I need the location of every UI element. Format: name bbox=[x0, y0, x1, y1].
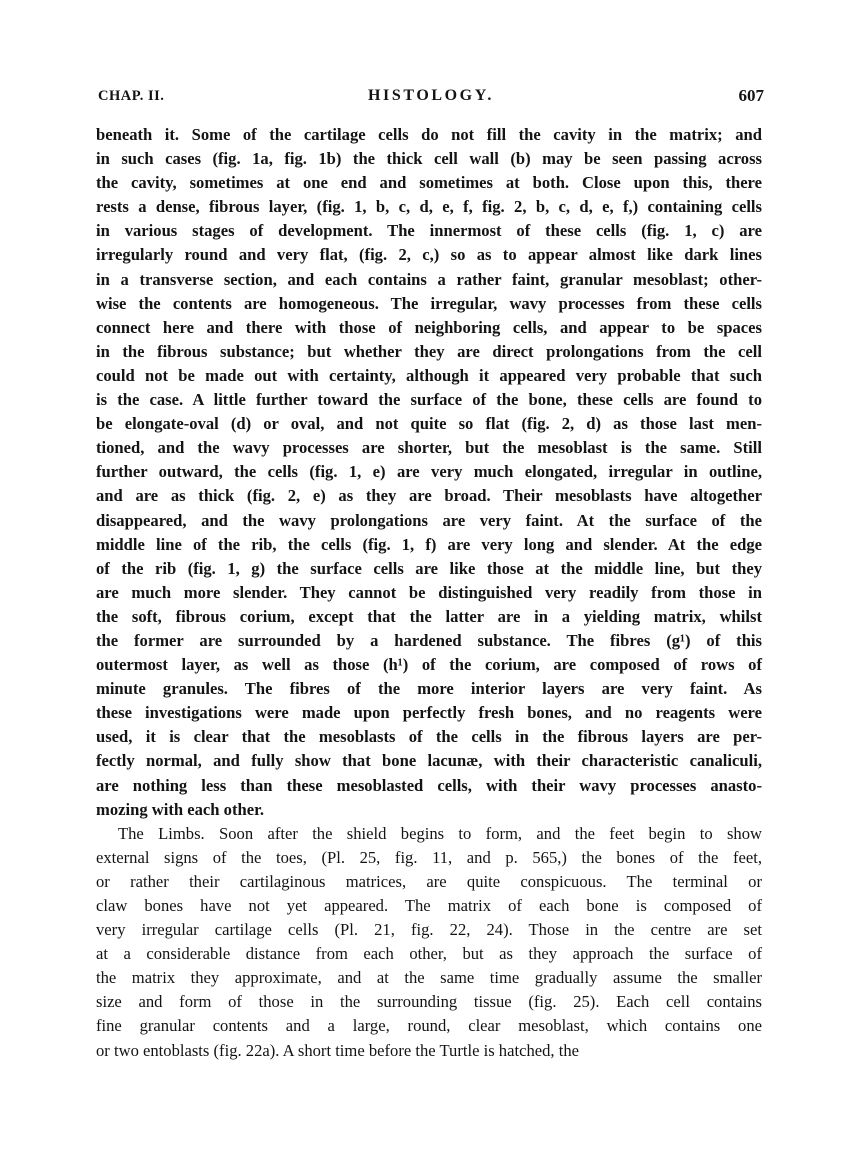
text-line: in such cases (fig. 1a, fig. 1b) the thick cell wall (b) may be seen passing across bbox=[96, 149, 762, 169]
text-line: of the rib (fig. 1, g) the surface cells are like those at the middle line, but they bbox=[96, 558, 762, 578]
text-line: the former are surrounded by a hardened substance. The fibres (g¹) of this bbox=[96, 630, 762, 650]
text-line: beneath it. Some of the cartilage cells do not fill the cavity in the matrix; and bbox=[96, 125, 762, 144]
text-line: or two entoblasts (fig. 22a). A short time before the Turtle is hatched, the bbox=[96, 1040, 579, 1060]
text-line: could not be made out with certainty, although it appeared very probable that such bbox=[96, 365, 762, 385]
running-head bbox=[98, 84, 764, 108]
text-line: tioned, and the wavy processes are shorter, but the mesoblast is the same. Still bbox=[96, 438, 762, 458]
paragraph-cartilage-cells bbox=[96, 123, 762, 822]
text-line: the cavity, sometimes at one end and sometimes at both. Close upon this, there bbox=[96, 173, 762, 193]
text-line: middle line of the rib, the cells (fig. 1, f) are very long and slender. At the edge bbox=[96, 534, 762, 554]
text-line: very irregular cartilage cells (Pl. 21, fig. 22, 24). Those in the centre are set bbox=[96, 920, 762, 940]
text-line: size and form of those in the surrounding tissue (fig. 25). Each cell contains bbox=[96, 992, 762, 1012]
text-line: claw bones have not yet appeared. The matrix of each bone is composed of bbox=[96, 896, 762, 915]
body-text bbox=[96, 123, 762, 1063]
text-line: connect here and there with those of neighboring cells, and appear to be spaces bbox=[96, 317, 762, 337]
text-line: the matrix they approximate, and at the same time gradually assume the smaller bbox=[96, 968, 762, 988]
text-line: be elongate-oval (d) or oval, and not quite so flat (fig. 2, d) as those last men- bbox=[96, 414, 762, 434]
text-line: are nothing less than these mesoblasted cells, with their wavy processes anasto- bbox=[96, 775, 762, 795]
text-line: at a considerable distance from each other, but as they approach the surface of bbox=[96, 944, 762, 964]
text-line: the soft, fibrous corium, except that the latter are in a yielding matrix, whilst bbox=[96, 606, 762, 626]
text-line: is the case. A little further toward the surface of the bone, these cells are found to bbox=[96, 390, 762, 410]
text-line: wise the contents are homogeneous. The irregular, wavy processes from these cells bbox=[96, 293, 762, 313]
text-line: fine granular contents and a large, round, clear mesoblast, which contains one bbox=[96, 1016, 762, 1036]
text-line: further outward, the cells (fig. 1, e) are very much elongated, irregular in outline, bbox=[96, 462, 762, 482]
text-line: mozing with each other. bbox=[96, 799, 265, 819]
running-title: HISTOLOGY. bbox=[367, 87, 495, 104]
text-line: are much more slender. They cannot be distinguished very readily from those in bbox=[96, 582, 762, 602]
text-line: or rather their cartilaginous matrices, are quite conspicuous. The terminal or bbox=[96, 871, 762, 891]
chapter-label: CHAP. II. bbox=[98, 88, 165, 104]
text-line: outermost layer, as well as those (h¹) of the corium, are composed of rows of bbox=[96, 655, 762, 675]
text-line: external signs of the toes, (Pl. 25, fig. 11, and p. 565,) the bones of the feet, bbox=[96, 847, 762, 867]
paragraph-the-limbs bbox=[96, 822, 762, 1063]
text-line: these investigations were made upon perfectly fresh bones, and no reagents were bbox=[96, 703, 762, 723]
text-line: The Limbs. Soon after the shield begins to form, and the feet begin to show bbox=[118, 823, 762, 843]
text-line: disappeared, and the wavy prolongations are very faint. At the surface of the bbox=[96, 510, 762, 530]
text-line: rests a dense, fibrous layer, (fig. 1, b, c, d, e, f, fig. 2, b, c, d, e, f,) containing cells bbox=[96, 197, 762, 217]
text-line: and are as thick (fig. 2, e) as they are broad. Their mesoblasts have altogether bbox=[96, 486, 762, 506]
text-line: irregularly round and very flat, (fig. 2, c,) so as to appear almost like dark lines bbox=[96, 245, 762, 265]
text-line: in various stages of development. The innermost of these cells (fig. 1, c) are bbox=[96, 221, 762, 241]
text-line: in the fibrous substance; but whether they are direct prolongations from the cell bbox=[96, 341, 762, 361]
page-number: 607 bbox=[738, 86, 764, 105]
text-line: used, it is clear that the mesoblasts of the cells in the fibrous layers are per- bbox=[96, 727, 762, 747]
text-line: in a transverse section, and each contains a rather faint, granular mesoblast; other- bbox=[96, 269, 762, 289]
text-line: fectly normal, and fully show that bone lacunæ, with their characteristic canaliculi, bbox=[96, 751, 762, 771]
text-line: minute granules. The fibres of the more interior layers are very faint. As bbox=[96, 679, 762, 699]
